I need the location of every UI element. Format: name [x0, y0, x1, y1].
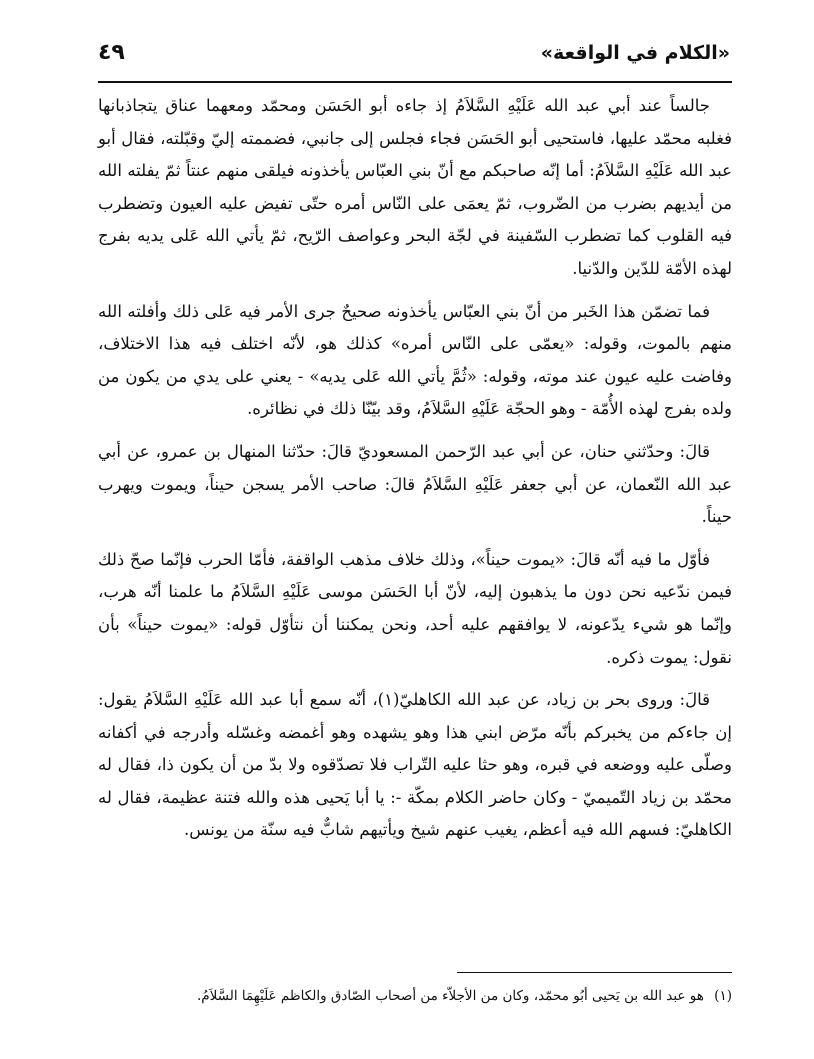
- paragraph-2: فما تضمّن هذا الخَبر من أنّ بني العبّاس يأخذونه صحيحٌ جرى الأمر فيه عَلى ذلك وأفلته الله منهم بالموت، وقوله: «يعمّى على النّاس أمره» كذلك هو، لأنّه اختلف فيه هذا الاختلاف، وفاضت عليه عيون عند موته، وقوله: «ثُمَّ يأتي الله عَلى يديه» - يعني على يدي من يكون من ولده بفرج لهذه الأُمّة - وهو الحجّة عَلَيْهِ السَّلاَمُ، وقد بيّنّا ذلك في نظائره.: [98, 301, 732, 419]
- paragraph-3: قالَ: وحدّثني حنان، عن أبي عبد الرّحمن المسعوديّ قالَ: حدّثنا المنهال بن عمرو، عن أبي عبد الله النّعمان، عن أبي جعفر عَلَيْهِ السَّلاَمُ قالَ: صاحب الأمر يسجن حيناً، ويموت ويهرب حيناً.: [98, 441, 732, 527]
- footnote: [98, 984, 732, 1008]
- footnote-marker: (١): [714, 988, 732, 1004]
- page-number: ٤٩: [98, 40, 125, 65]
- running-title: «الكلام في الواقعة»: [540, 42, 730, 64]
- footnote-rule: [457, 972, 732, 973]
- footnote-text: هو عبد الله بن يَحيى أبُو محمّد، وكان من الأجلاّء من أصحاب الصّادق والكاظم عَلَيْهِمَا السَّلاَمُ.: [196, 988, 704, 1004]
- paragraph-1: جالساً عند أبي عبد الله عَلَيْهِ السَّلاَمُ إذ جاءه أبو الحَسَن ومحمّد ومعهما عناق يتجاذبانها فغلبه محمّد عليها، فاستحيى أبو الحَسَن فجاء فجلس إلى جانبي، فضممته إليّ وقبّلته، فقال أبو عبد الله عَلَيْهِ السَّلاَمُ: أما إنّه صاحبكم مع أنّ بني العبّاس يأخذونه فيلقى منهم عنتاً ثمّ يفلته الله من أيديهم بضرب من الضّروب، ثمّ يعمَى على النّاس أمره حتّى تفيض عليه العيون وتضطرب فيه القلوب كما تضطرب السّفينة في لجّة البحر وعواصف الرّيح، ثمّ يأتي الله عَلى يديه بفرج لهذه الأمّة للدّين والدّنيا.: [98, 96, 732, 278]
- body-text: [98, 90, 732, 857]
- header-rule: [98, 81, 732, 83]
- paragraph-4: فأوّل ما فيه أنّه قالَ: «يموت حيناً»، وذلك خلاف مذهب الواقفة، فأمّا الحرب فإنّما صحّ ذلك فيمن ندّعيه نحن دون ما يذهبون إليه، لأنّ أبا الحَسَن موسى عَلَيْهِ السَّلاَمُ ما علمنا أنّه هرب، وإنّما هو شيء يدّعونه، لا يوافقهم عليه أحد، ونحن يمكننا أن نتأوّل قوله: «يموت حيناً» بأن نقول: يموت ذكره.: [98, 549, 732, 667]
- paragraph-5: قالَ: وروى بحر بن زياد، عن عبد الله الكاهليّ(١)، أنّه سمع أبا عبد الله عَلَيْهِ السَّلاَمُ يقول: إن جاءكم من يخبركم بأنّه مرّض ابني هذا وهو يشهده وهو أغمضه وغسّله وأدرجه في أكفانه وصلّى عليه ووضعه في قبره، وهو حثا عليه التّراب فلا تصدّقوه ولا بدّ من أن يكون ذا، فقال له محمّد بن زياد التّميميّ - وكان حاضر الكلام بمكّة -: يا أبا يَحيى هذه والله فتنة عظيمة، فقال له الكاهليّ: فسهم الله فيه أعظم، يغيب عنهم شيخ ويأتيهم شابٌّ فيه سنّة من يونس.: [98, 690, 732, 840]
- page-header: [98, 36, 730, 76]
